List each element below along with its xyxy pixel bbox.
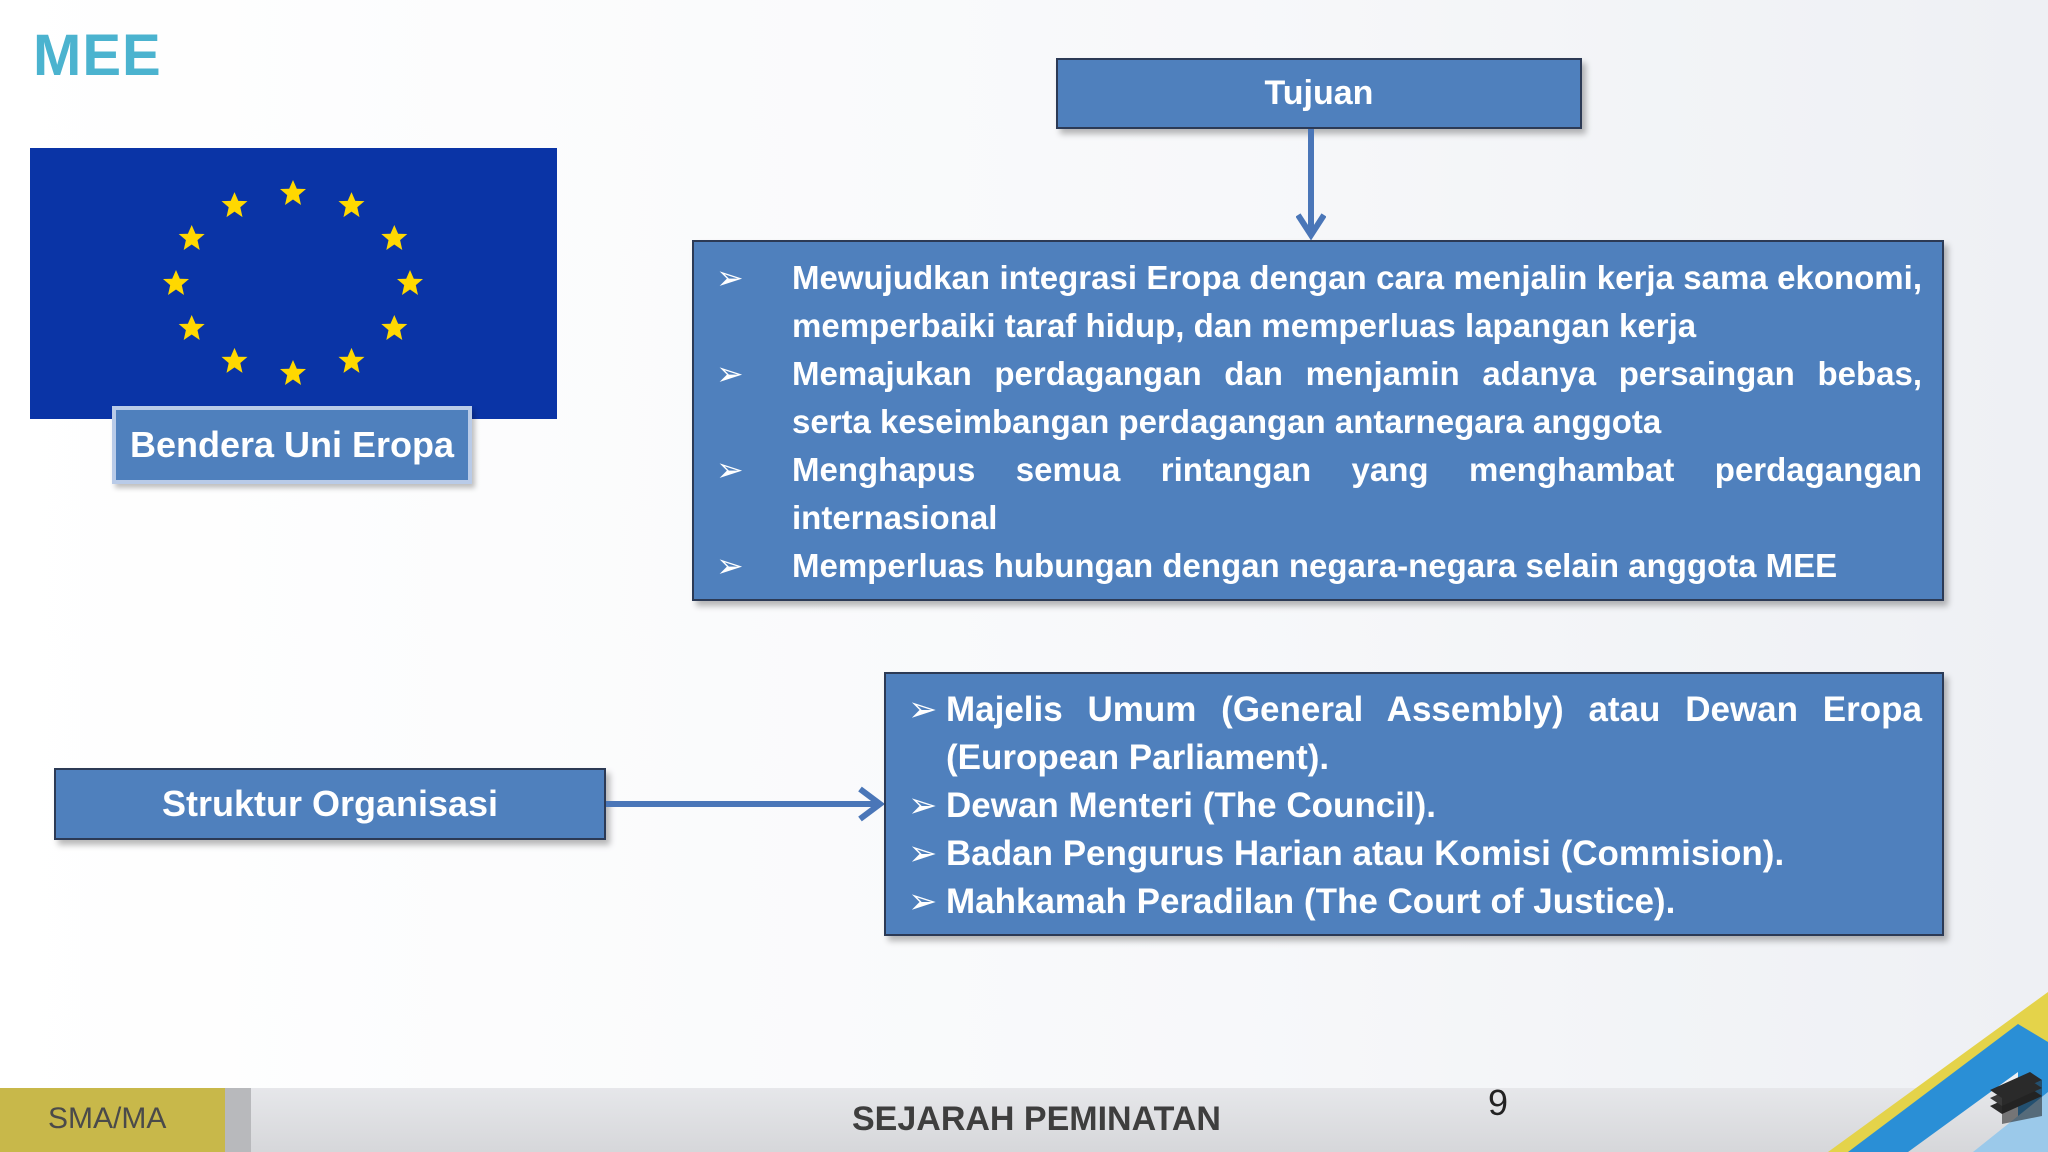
eu-star-icon [280,360,306,385]
footer-school-level: SMA/MA [48,1102,167,1135]
list-item: ➢ Mahkamah Peradilan (The Court of Justice). [886,878,1922,926]
struktur-list [884,672,1944,936]
arrowhead-bullet-icon: ➢ [716,355,744,392]
arrow-right-icon [606,786,886,822]
arrowhead-bullet-icon: ➢ [908,786,938,825]
arrowhead-bullet-icon: ➢ [908,834,938,873]
arrowhead-bullet-icon: ➢ [908,882,938,921]
tujuan-list [692,240,1944,601]
eu-star-icon [381,225,407,250]
eu-star-icon [163,270,189,295]
eu-stars-graphic [30,148,557,419]
arrowhead-bullet-icon: ➢ [716,259,744,296]
corner-decoration [1718,962,2048,1152]
eu-flag-image [30,148,557,419]
flag-caption: Bendera Uni Eropa [112,406,472,484]
eu-star-icon [179,315,205,340]
arrowhead-bullet-icon: ➢ [716,451,744,488]
eu-star-icon [222,192,248,217]
eu-star-icon [179,225,205,250]
list-item: ➢ Menghapus semua rintangan yang menghambat perdagangan internasional [694,446,1922,542]
list-item: ➢ Majelis Umum (General Assembly) atau Dewan Eropa (European Parliament). [886,686,1922,782]
slide-title: MEE [33,23,162,88]
list-item: ➢ Dewan Menteri (The Council). [886,782,1922,830]
arrowhead-bullet-icon: ➢ [908,690,938,729]
arrowhead-bullet-icon: ➢ [716,547,744,584]
footer-subject: SEJARAH PEMINATAN [852,1100,1221,1138]
eu-star-icon [222,348,248,373]
eu-star-icon [280,180,306,205]
eu-star-icon [339,348,365,373]
list-item: ➢ Mewujudkan integrasi Eropa dengan cara menjalin kerja sama ekonomi, memperbaiki taraf hidup, dan memperluas lapangan kerja [694,254,1922,350]
tujuan-header: Tujuan [1056,58,1582,129]
list-item: ➢ Memajukan perdagangan dan menjamin adanya persaingan bebas, serta keseimbangan perdagangan antarnegara anggota [694,350,1922,446]
footer-divider [225,1088,251,1152]
eu-star-icon [339,192,365,217]
list-item: ➢ Badan Pengurus Harian atau Komisi (Commision). [886,830,1922,878]
arrow-down-icon [1296,129,1326,241]
page-number: 9 [1488,1082,1509,1123]
struktur-header: Struktur Organisasi [54,768,606,840]
list-item: ➢ Memperluas hubungan dengan negara-negara selain anggota MEE [694,542,1922,590]
eu-star-icon [397,270,423,295]
eu-star-icon [381,315,407,340]
